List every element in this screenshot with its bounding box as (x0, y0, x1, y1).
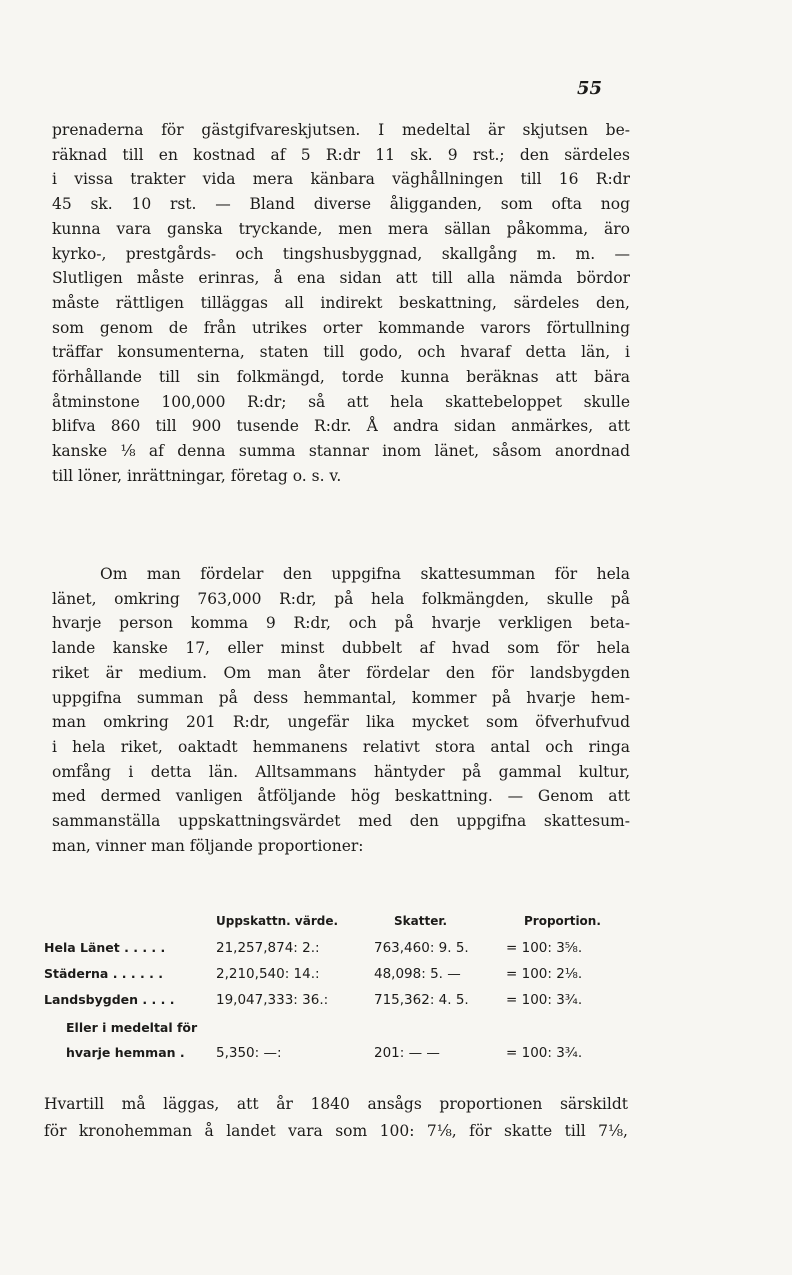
row-proportion: = 100: 2⅛. (506, 966, 583, 982)
text-line: blifva 860 till 900 tusende R:dr. Å andra sidan anmärkes, att (52, 417, 630, 436)
text-line: kunna vara ganska tryckande, men mera sällan påkomma, äro (52, 219, 630, 238)
text-line: man, vinner man följande proportioner: (52, 836, 364, 855)
table-row (44, 1020, 644, 1044)
text-line: man omkring 201 R:dr, ungefär lika mycket som öfverhufvud (52, 713, 630, 732)
text-line: som genom de från utrikes orter kommande varors förtullning (52, 318, 630, 337)
text-line: hvarje person komma 9 R:dr, och på hvarje verkligen beta- (52, 614, 630, 633)
row-proportion: = 100: 3¾. (506, 992, 583, 1008)
header-proportion: Proportion. (524, 914, 601, 928)
row-value: 2,210,540: 14.: (216, 966, 320, 982)
row-proportion: = 100: 3⅝. (506, 940, 583, 956)
row-value: 5,350: —: (216, 1045, 282, 1061)
text-line: kyrko-, prestgårds- och tingshusbyggnad, skallgång m. m. — (52, 244, 630, 263)
row-tax: 715,362: 4. 5. (374, 992, 469, 1008)
row-label: hvarje hemman . (66, 1045, 185, 1060)
row-label: Hela Länet . . . . . (44, 940, 166, 955)
text-line: lande kanske 17, eller minst dubbelt af hvad som för hela (52, 639, 630, 658)
row-label: Eller i medeltal för (66, 1020, 198, 1035)
row-label: Landsbygden . . . . (44, 992, 175, 1007)
row-tax: 201: — — (374, 1045, 440, 1061)
text-line: prenaderna för gästgifvareskjutsen. I medeltal är skjutsen be- (52, 121, 630, 139)
row-value: 19,047,333: 36.: (216, 992, 329, 1008)
table-row (44, 940, 644, 964)
table-row (44, 1045, 644, 1069)
text-line: räknad till en kostnad af 5 R:dr 11 sk. 9 rst.; den särdeles (52, 145, 630, 164)
text-line: måste rättligen tilläggas all indirekt beskattning, särdeles den, (52, 293, 630, 312)
row-proportion: = 100: 3¾. (506, 1045, 583, 1061)
text-line: sammanställa uppskattningsvärdet med den uppgifna skattesum- (52, 812, 630, 830)
header-tax: Skatter. (394, 914, 448, 928)
table-row (44, 992, 644, 1016)
text-line: för kronohemman å landet vara som 100: 7⅛, för skatte till 7⅛, (44, 1122, 628, 1140)
text-line: Om man fördelar den uppgifna skattesumman för hela (100, 565, 630, 583)
text-line: Hvartill må läggas, att år 1840 ansågs proportionen särskildt (44, 1095, 628, 1113)
text-line: uppgifna summan på dess hemmantal, kommer på hvarje hem- (52, 688, 630, 707)
row-value: 21,257,874: 2.: (216, 940, 320, 956)
text-line: i hela riket, oaktadt hemmanens relativt stora antal och ringa (52, 737, 630, 756)
text-line: i vissa trakter vida mera känbara väghållningen till 16 R:dr (52, 170, 630, 189)
row-tax: 763,460: 9. 5. (374, 940, 469, 956)
table-row (44, 966, 644, 990)
text-line: åtminstone 100,000 R:dr; så att hela skattebeloppet skulle (52, 392, 630, 411)
text-line: träffar konsumenterna, staten till godo, och hvaraf detta län, i (52, 343, 630, 362)
page-number: 55 (577, 78, 603, 99)
header-value: Uppskattn. värde. (216, 914, 339, 928)
text-line: omfång i detta län. Alltsammans häntyder på gammal kultur, (52, 762, 630, 781)
text-line: länet, omkring 763,000 R:dr, på hela folkmängden, skulle på (52, 589, 630, 608)
row-tax: 48,098: 5. — (374, 966, 461, 982)
text-line: med dermed vanligen åtföljande hög beskattning. — Genom att (52, 787, 630, 806)
text-line: förhållande till sin folkmängd, torde kunna beräknas att bära (52, 368, 630, 386)
text-line: riket är medium. Om man åter fördelar den för landsbygden (52, 663, 630, 682)
text-line: 45 sk. 10 rst. — Bland diverse åligganden, som ofta nog (52, 195, 630, 214)
text-line: till löner, inrättningar, företag o. s. v. (52, 466, 342, 485)
row-label: Städerna . . . . . . (44, 966, 163, 981)
table-header (44, 914, 644, 934)
text-line: kanske ⅛ af denna summa stannar inom länet, såsom anordnad (52, 442, 630, 461)
text-line: Slutligen måste erinras, å ena sidan att till alla nämda bördor (52, 269, 630, 288)
